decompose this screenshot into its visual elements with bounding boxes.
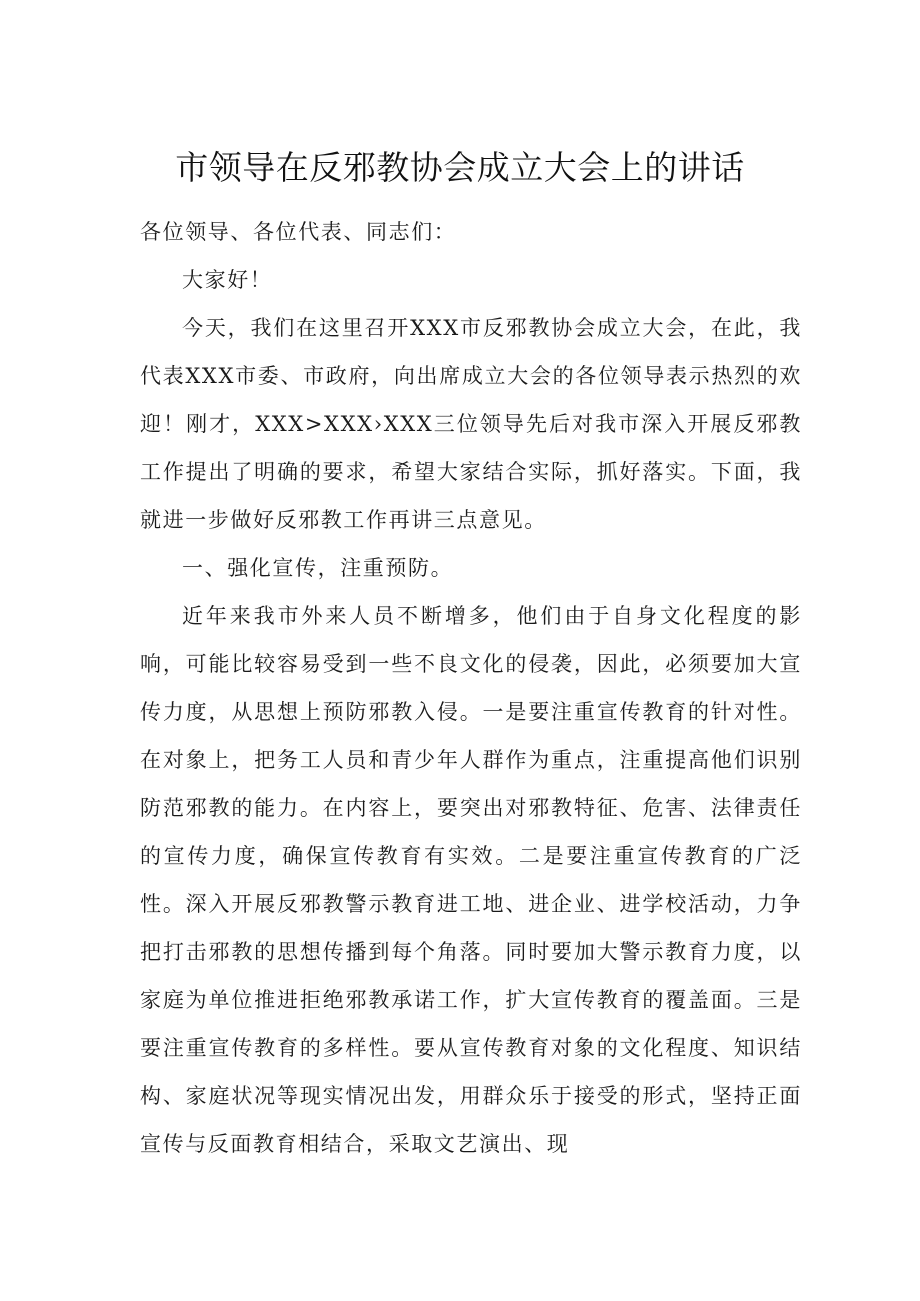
section-1-body-paragraph: 近年来我市外来人员不断增多，他们由于自身文化程度的影响，可能比较容易受到一些不良文化的侵袭，因此，必须要加大宣传力度，从思想上预防邪教入侵。一是要注重宣传教育的针对性。在对象上，把务工人员和青少年人群作为重点，注重提高他们识别防范邪教的能力。在内容上，要突出对邪教特征、危害、法律责任的宣传力度，确保宣传教育有实效。二是要注重宣传教育的广泛性。深入开展反邪教警示教育进工地、进企业、进学校活动，力争把打击邪教的思想传播到每个角落。同时要加大警示教育力度，以家庭为单位推进拒绝邪教承诺工作，扩大宣传教育的覆盖面。三是要注重宣传教育的多样性。要从宣传教育对象的文化程度、知识结构、家庭状况等现实情况出发，用群众乐于接受的形式，坚持正面宣传与反面教育相结合，采取文艺演出、现	[140, 604, 802, 1156]
document-title: 市领导在反邪教协会成立大会上的讲话	[175, 148, 745, 187]
document-body	[140, 208, 802, 1168]
greeting-paragraph: 大家好！	[182, 268, 273, 292]
section-heading-1: 一、强化宣传，注重预防。	[182, 556, 454, 580]
intro-paragraph: 今天，我们在这里召开XXX市反邪教协会成立大会，在此，我代表XXX市委、市政府，向出席成立大会的各位领导表示热烈的欢迎！刚才，XXX>XXX›XXX三位领导先后对我市深入开展反邪教工作提出了明确的要求，希望大家结合实际，抓好落实。下面，我就进一步做好反邪教工作再讲三点意见。	[140, 316, 802, 532]
salutation-paragraph: 各位领导、各位代表、同志们：	[140, 220, 457, 244]
